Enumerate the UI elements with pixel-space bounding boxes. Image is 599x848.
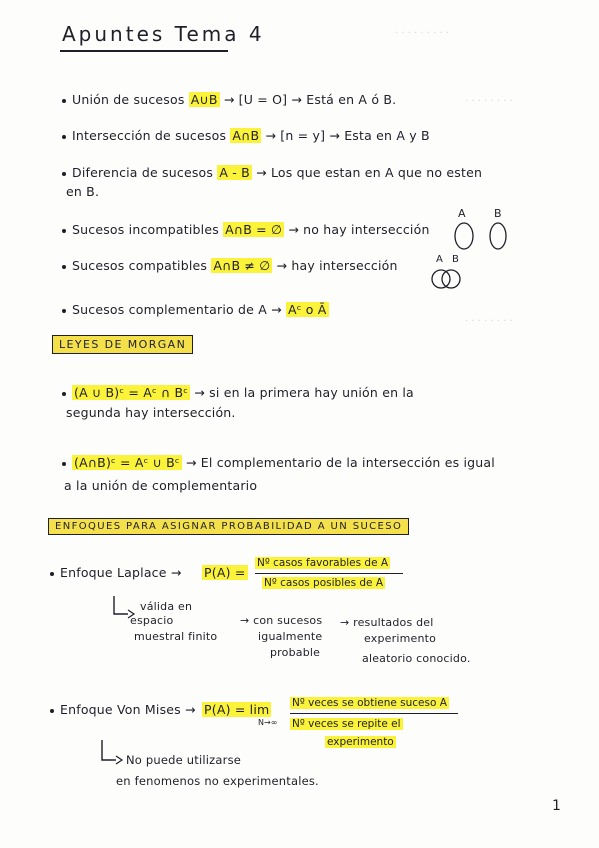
bullet-icon — [62, 229, 66, 233]
union-label: Unión de sucesos — [72, 92, 185, 107]
venn-overlap-label-b: B — [452, 254, 460, 265]
title-underline — [60, 50, 228, 52]
morgan-law-1-formula: (A ∪ B)ᶜ = Aᶜ ∩ Bᶜ — [74, 385, 189, 400]
vonmises-fraction-bar — [290, 713, 458, 714]
venn-disjoint-icon — [450, 220, 520, 254]
ghost-text: · · · · · · · · — [465, 316, 513, 327]
bullet-icon — [50, 572, 54, 576]
intersection-symbol: A∩B — [232, 128, 260, 143]
laplace-formula: P(A) = — [204, 565, 246, 580]
vonmises-note-2: en fenomenos no experimentales. — [116, 774, 319, 788]
vonmises-numerator: Nº veces se obtiene suceso A — [292, 697, 447, 709]
difference-line-2: en B. — [66, 184, 100, 199]
union-rest: → [U = O] → Está en A ó B. — [223, 92, 397, 107]
intersection-rest: → [n = y] → Esta en A y B — [265, 128, 430, 143]
union-symbol: A∪B — [190, 92, 218, 107]
morgan-law-1 — [62, 385, 414, 400]
morgan-law-2-cont: a la unión de complementario — [64, 478, 258, 493]
incompatible-line — [62, 222, 430, 237]
vonmises-denominator-2: experimento — [327, 736, 394, 748]
laplace-note-4: → con sucesos — [240, 614, 323, 627]
laplace-note-1: válida en — [140, 600, 193, 613]
laplace-label — [50, 565, 182, 580]
compatible-symbol: A∩B ≠ ∅ — [213, 258, 271, 273]
incompatible-symbol: A∩B = ∅ — [225, 222, 283, 237]
laplace-fraction-bar — [255, 573, 403, 574]
bullet-icon — [62, 265, 66, 269]
morgan-header: LEYES DE MORGAN — [52, 335, 193, 354]
bullet-icon — [62, 462, 66, 466]
page-title: Apuntes Tema 4 — [62, 22, 265, 46]
bullet-icon — [62, 172, 66, 176]
laplace-note-9: aleatorio conocido. — [362, 652, 471, 665]
morgan-law-2-text: → El complementario de la intersección es igual — [185, 455, 495, 470]
morgan-law-2-formula: (A∩B)ᶜ = Aᶜ ∪ Bᶜ — [74, 455, 180, 470]
laplace-note-2: espacio — [130, 614, 174, 627]
vonmises-denominator: Nº veces se repite el — [292, 718, 401, 730]
laplace-note-5: igualmente — [258, 630, 323, 643]
laplace-numerator: Nº casos favorables de A — [257, 557, 389, 569]
morgan-law-1-cont: segunda hay intersección. — [66, 405, 236, 420]
difference-label: Diferencia de sucesos — [72, 165, 214, 180]
vonmises-label — [50, 702, 196, 717]
difference-rest: → Los que estan en A que no esten — [256, 165, 483, 180]
laplace-label-text: Enfoque Laplace → — [60, 565, 182, 580]
page-number: 1 — [552, 798, 561, 814]
complement-label: Sucesos complementario de A → — [72, 302, 282, 317]
bullet-icon — [62, 392, 66, 396]
complement-line — [62, 302, 329, 317]
laplace-denominator: Nº casos posibles de A — [264, 577, 384, 589]
bullet-icon — [50, 709, 54, 713]
ghost-text: · · · · · · · · — [465, 96, 513, 107]
union-line — [62, 92, 396, 107]
venn-overlap-label-a: A — [436, 254, 444, 265]
vonmises-note-1: No puede utilizarse — [126, 753, 242, 767]
intersection-line — [62, 128, 430, 143]
vonmises-formula: P(A) = lim — [204, 702, 270, 717]
bullet-icon — [62, 99, 66, 103]
difference-symbol: A - B — [219, 165, 250, 180]
incompatible-rest: → no hay intersección — [288, 222, 430, 237]
complement-symbol: Aᶜ o Ā — [288, 302, 327, 317]
laplace-note-7: → resultados del — [340, 616, 434, 629]
laplace-note-8: experimento — [364, 632, 437, 645]
difference-line — [62, 165, 482, 180]
ghost-text: · · · · · · · · · — [395, 28, 450, 39]
morgan-law-1-text: → si en la primera hay unión en la — [194, 385, 414, 400]
venn-overlap-icon — [428, 266, 468, 294]
incompatible-label: Sucesos incompatibles — [72, 222, 219, 237]
vonmises-limit-sub: N→∞ — [258, 718, 278, 727]
vonmises-label-text: Enfoque Von Mises → — [60, 702, 196, 717]
bullet-icon — [62, 309, 66, 313]
laplace-note-3: muestral finito — [134, 630, 218, 643]
compatible-line — [62, 258, 398, 273]
morgan-law-2 — [62, 455, 495, 470]
venn-disjoint-label-b: B — [494, 207, 502, 220]
intersection-label: Intersección de sucesos — [72, 128, 227, 143]
enfoques-header: ENFOQUES PARA ASIGNAR PROBABILIDAD A UN SUCESO — [48, 518, 409, 535]
compatible-rest: → hay intersección — [276, 258, 398, 273]
laplace-note-6: probable — [270, 646, 321, 659]
venn-disjoint-label-a: A — [458, 207, 466, 220]
bullet-icon — [62, 135, 66, 139]
compatible-label: Sucesos compatibles — [72, 258, 208, 273]
